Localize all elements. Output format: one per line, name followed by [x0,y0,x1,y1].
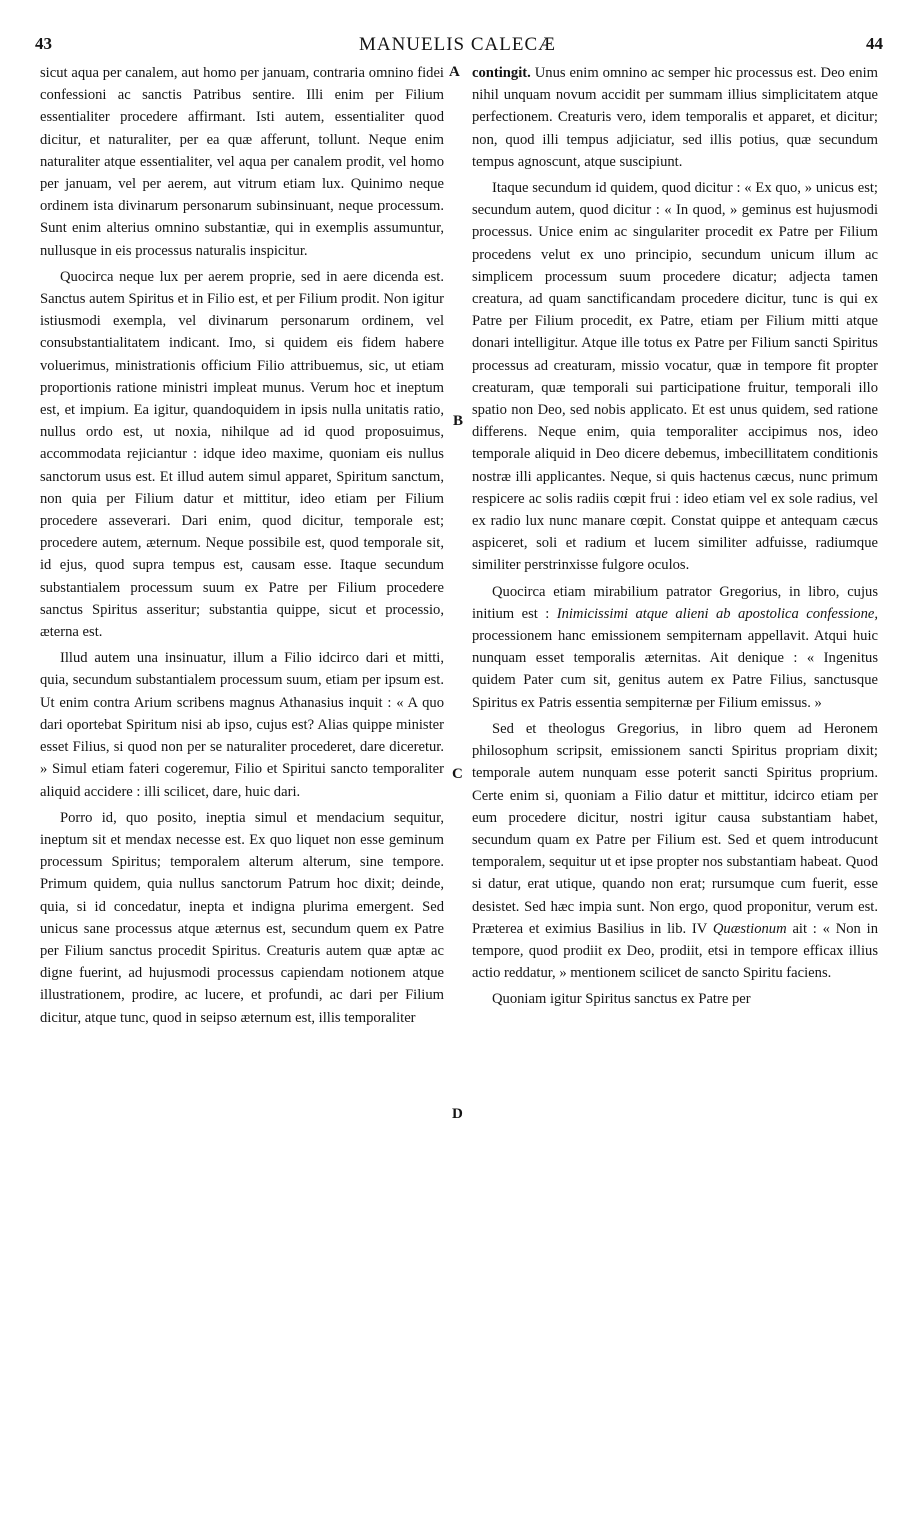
page-number-right: 44 [866,34,883,53]
paragraph: Quoniam igitur Spiritus sanctus ex Patre per [492,991,751,1008]
book-title: Quæstionum [712,920,787,937]
paragraph: Porro id, quo posito, ineptia simul et mendacium sequitur, ineptum sit et mendax necesse est. Ex quo liquet non esse geminum processum Spiritus; temporalem alterum alterum, sine tempore. Primum quidem, quia nullus sanctorum Patrum hoc dixit; deinde, quia, si id concedatur, inepta et indigna plurima emergent. Sed unicus sane processus atque æternus est, secundum quem ex Patre per Filium sanctus procedit Spiritus. Creaturis autem quæ aptæ ac digne fuerint, ad hujusmodi processus capiendam notionem atque illustrationem, prodire, ac lucere, et profundi, ac dari per Filium dicitur, atque tunc, quod in seipso æternum est, illis temporaliter [40,809,444,1026]
paragraph-text: Unus enim omnino ac semper hic processus est. Deo enim nihil unquam novum accidit per summam illius simplicitatem atque perfectionem. Creaturis vero, idem temporalis et apparet, et dicitur; non, quod illi tempus adjiciatur, sed illis potius, quæ secundum tempus agnoscunt, atque suscipiunt. [472,65,878,170]
paragraph [472,581,878,714]
paragraph-text: processionem hanc emissionem sempiternam appellavit. Atqui huic nunquam esset temporalis æternitas. Ait denique : « Ingenitus quidem Pater cum sit, genitus autem ex Patre Filius, sanctusque Spiritus ex Patris essentia sempiternæ per Filium emissus. » [472,628,878,711]
right-column [472,62,878,1015]
margin-letter-a: A [449,64,460,80]
page-number-left: 43 [35,34,52,53]
paragraph: Itaque secundum id quidem, quod dicitur : « Ex quo, » unicus est; secundum autem, quod dicitur : « In quod, » geminus est hujusmodi processus. Unice enim ac singulariter procedit ex Patre per Filium procedens velut ex uno principio, secundum unicum illum ac simplicem processum suum procedere dicatur; adjecta tamen creatura, ad quam sanctificandam procedere dicitur, tunc is qui ex Patre per Filium procedit, ex Patre, etiam per Filium mitti atque donari intelligitur. Atque ille totus ex Patre per Filium sancti Spiritus processus ad creaturam, missio vocatur, quæ in tempore fit propter creaturam, quæ temporali sui participatione fruitur, temporali illo spatio non Deo, sed nobis applicato. Et est unus quidem, sed ratione differens. Neque enim, quia temporaliter accipimus nos, ideo temporale aliquid in Deo dicere debemus, imbecillitatem conditionis nostræ illi applicantes. Neque, si quis hactenus cæcus, nunc primum respicere ac solis radiis cœpit frui : ideo etiam vel ex sole radius, vel ex radio lux nunc manare cœpit. Constat quippe et antequam cæcus aspiceret, soli et radium et lucem similiter adfuisse, radiumque similiter perstrinxisse fulgore oculos. [472,180,878,574]
paragraph-text: ait : « Non in tempore, quod prodiit ex Deo, prodiit, etsi in tempore efficax illius actio reddatur, » mentionem scilicet de sancto Spiritu faciens. [472,920,878,982]
paragraph [472,718,878,984]
running-title: MANUELIS CALECÆ [358,34,557,55]
margin-letter-d: D [452,1106,463,1122]
paragraph: Quocirca neque lux per aerem proprie, sed in aere dicenda est. Sanctus autem Spiritus et in Filio est, et per Filium prodit. Non igitur istiusmodi exempla, vel divinarum personarum ordinem, vel consubstantialitatem indicant. Imo, si quidem eis fidem habere voluerimus, ministrationis officium Filio attribuemus, sic, ut etiam proportionis ratione ministri impleat munus. Verum hoc et ineptum est, et impium. Ea igitur, quandoquidem in ipsis nulla unitatis ratio, nullus ordo est, ut noxia, nihilque ad id quod proposuimus, accommodata rejiciantur : idque ideo maxime, quoniam eis nullus sanctorum usus est. Et illud autem simul apparet, Spiritum sanctum, non quia per Filium datur et mittitur, ideo etiam per Filium procedere asseverari. Dari enim, quod dicitur, temporale est; procedere autem, æternum. Neque possibile est, quod temporale sit, id ejus, quod supra tempus est, causam esse. Itaque secundum substantialem processum suum ex Patre per Filium procedere sanctus Spiritus asseritur; substantia quippe, sicut et processio, æterna est. [40,268,444,641]
book-title: Inimicissimi atque alieni ab apostolica confessione, [556,605,878,622]
page-header [0,34,915,60]
paragraph: sicut aqua per canalem, aut homo per januam, contraria omnino fidei confessioni ac sanctis Patribus sentire. Illi enim per Filium essentialiter procedere affirmant. Isti autem, essentialiter quod dicitur, et naturaliter, per ea quæ afferunt, tollunt. Neque enim naturaliter atque essentialiter, vel aqua per canalem prodit, vel homo per januam, vel per aerem, aut vitrum etiam lux. Quinimo neque ordinem ista divinarum personarum subinsinuant, neque processum. Sunt enim alterius omnino substantiæ, qui in exemplis assumuntur, nullusque in eis processus naturalis inspicitur. [40,65,444,259]
paragraph-text: Sed et theologus Gregorius, in libro quem ad Heronem philosophum scripsit, emissionem sancti Spiritus propriam dixit; temporale autem nunquam esse poterit sancti Spiritus proprium. Certe enim si, quoniam a Filio datur et mittitur, idcirco etiam per eum procedere dicitur, nostri igitur causa substantiam habet, secundum quam ex Patre per Filium est. Sed et quem introducunt temporalem, sequitur ut et ipse propter nos substantiam habeat. Quod si datur, erat utique, quando non erat; rursumque cum fuerit, esse desistet. Sed hæc impia sunt. Non ergo, quod proponitur, verum est. Præterea et eximius Basilius in lib. IV [472,720,878,937]
paragraph [472,62,878,173]
paragraph-text: Quocirca etiam mirabilium patrator Gregorius, in libro, cujus initium est : [472,583,878,622]
left-column [40,62,444,1033]
paragraph: Illud autem una insinuatur, illum a Filio idcirco dari et mitti, quia, secundum substantialem processum suum, etiam per ipsum est. Ut enim contra Arium scribens magnus Athanasius inquit : « A quo dari oportebat Spiritum nisi ab ipso, cujus est? Alias quippe minister esset Filius, si quod non per se naturaliter procederet, dare diceretur. » Simul etiam fateri cogeremur, Filio et Spiritui sancto temporaliter aliquid accidere : illi scilicet, dare, huic dari. [40,650,444,800]
margin-letter-b: B [453,413,464,429]
margin-letter-c: C [452,766,463,782]
emphasis: contingit. [472,65,531,81]
